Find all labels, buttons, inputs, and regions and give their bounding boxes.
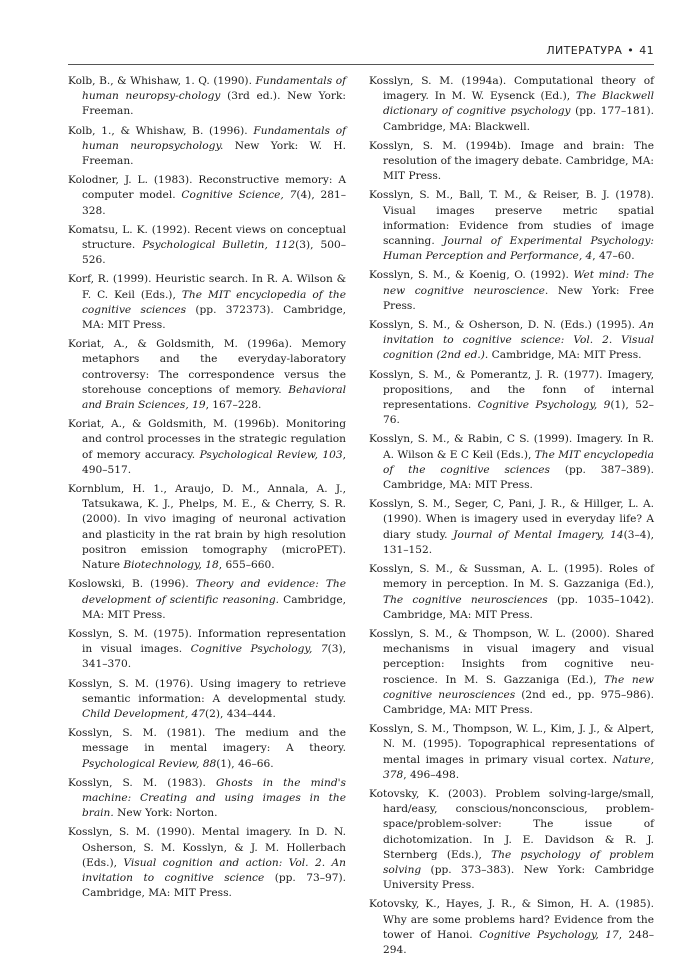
reference-details: (3rd ed.). New York: Freeman. (82, 90, 346, 118)
reference-text: Kornblum, H. 1., Araujo, D. M., Annala, A. J., Tatsukawa, K. J., Phelps, M. E., & Cherry, S. R. (2000). In vivo imaging of neuronal activation and plasticity in the rat brain by high resolution positron emission tomography (microPET). Nature (68, 483, 346, 572)
reference-details: , 248–294. (383, 928, 655, 956)
reference-entry (369, 188, 654, 264)
reference-text: Kosslyn, S. M., Thompson, W. L., Kim, J. J., & Alpert, N. M. (1995). Topographical representations of mental images in primary visual cortex. (369, 723, 654, 766)
reference-entry (369, 562, 654, 623)
references-left-column (68, 74, 346, 905)
reference-details: Cambridge, MA: MIT Press. (488, 349, 642, 362)
reference-entry (369, 627, 654, 718)
reference-title: Behavioral and Brain Sciences, 19 (82, 383, 346, 412)
reference-title: Journal of Mental Imagery, 14 (453, 528, 624, 541)
reference-title: The psychology of problem solving (383, 848, 654, 876)
reference-entry (68, 272, 346, 333)
reference-title: The MIT encyclopedia of the cognitive sciences (82, 288, 347, 316)
page-number: 41 (639, 44, 654, 57)
reference-text: Kosslyn, S. M. (1994b). Image and brain: The resolution of the imagery debate. Cambridge, MA: MIT Press. (369, 139, 654, 183)
reference-details: (2nd ed., pp. 975–986). Cambridge, MA: MIT Press. (383, 688, 654, 716)
reference-title: Ghosts in the mind's machine: Creating and using images in the brain. (82, 776, 346, 820)
reference-entry (369, 897, 654, 958)
reference-entry (68, 825, 346, 901)
reference-entry (369, 432, 654, 493)
reference-text: Kolodner, J. L. (1983). Reconstructive memory: A computer model. (68, 174, 346, 202)
header-separator: • (627, 44, 635, 57)
reference-details: (3), 500–526. (82, 239, 346, 267)
reference-details: (pp. 177–181). Cambridge, MA: Blackwell. (383, 105, 654, 133)
reference-entry (68, 173, 346, 219)
reference-entry (68, 223, 346, 269)
reference-details: Cambridge, MA: MIT Press. (82, 593, 346, 621)
reference-text: Kosslyn, S. M., Seger, C, Pani, J. R., & Hillger, L. A. (1990). When is imagery used in everyday life? A diary study. (369, 498, 654, 541)
reference-title: Biotechnology, 18 (123, 559, 219, 572)
reference-title: Cognitive Psychology, 17 (479, 928, 619, 941)
reference-entry (369, 787, 654, 893)
reference-title: Visual cognition and action: Vol. 2. An invitation to cognitive science (82, 856, 346, 884)
reference-entry (68, 577, 346, 623)
reference-text: Koslowski, B. (1996). (68, 578, 196, 591)
reference-entry (369, 268, 654, 314)
reference-text: Kosslyn, S. M. (1981). The medium and the message in mental imagery: A theory. (68, 727, 346, 755)
running-header (68, 44, 654, 65)
reference-entry (68, 124, 346, 170)
reference-entry (68, 726, 346, 772)
reference-details: (pp. 387–389). Cambridge, MA: MIT Press. (383, 463, 654, 492)
reference-details: , 167–228. (205, 399, 262, 412)
reference-title: Cognitive Psychology, 9 (477, 399, 611, 412)
reference-entry (68, 776, 346, 822)
reference-entry (369, 139, 654, 185)
reference-title: Fundamentals of human neuropsychology. (82, 124, 346, 152)
reference-title: Psychological Review, 88 (82, 757, 217, 770)
reference-details: (3), 341–370. (82, 643, 346, 671)
reference-title: Psychological Bulletin, 112 (142, 239, 296, 252)
section-title: ЛИТЕРАТУРА (546, 44, 623, 57)
reference-title: Journal of Experimental Psychology: Human Perception and Performance, 4 (383, 235, 654, 263)
reference-text: Kolb, 1., & Whishaw, B. (1996). (68, 124, 254, 137)
reference-entry (68, 337, 346, 413)
reference-text: Korf, R. (1999). Heuristic search. In R. A. Wilson & F. C. Keil (Eds.), (68, 273, 346, 301)
reference-title: The new cognitive neurosciences (383, 673, 655, 701)
reference-text: Kosslyn, S. M., & Rabin, C S. (1999). Imagery. In R. A. Wilson & E C Keil (Eds.), (369, 433, 654, 461)
reference-details: (pp. 373–383). New York: Cambridge University Press. (383, 863, 654, 892)
reference-title: Cognitive Psychology, 7 (190, 643, 328, 656)
reference-entry (369, 497, 654, 558)
reference-title: The Blackwell dictionary of cognitive psychology (383, 90, 654, 118)
reference-details: (4), 281–328. (82, 189, 346, 217)
reference-details: , 47–60. (592, 250, 635, 263)
reference-entry (369, 74, 654, 135)
reference-details: , 490–517. (82, 448, 346, 476)
reference-details: New York: Free Press. (383, 284, 655, 312)
reference-title: Nature, 378 (383, 753, 654, 781)
reference-title: An invitation to cognitive science: Vol. 2. Visual cognition (2nd ed.). (383, 319, 654, 362)
reference-entry (68, 417, 346, 478)
reference-text: Koriat, A., & Goldsmith, M. (1996b). Monitoring and control processes in the strategic regulation of memory accuracy. (68, 418, 346, 461)
reference-text: Kosslyn, S. M., & Thompson, W. L. (2000). Shared mechanisms in visual imagery and visual perception: Insights from cognitive neu-roscience. In M. S. Gazzaniga (Ed.), (369, 627, 654, 686)
reference-entry (68, 482, 346, 573)
reference-text: Kosslyn, S. M., Ball, T. M., & Reiser, B. J. (1978). Visual images preserve metric spatial information: Evidence from studies of image scanning. (369, 189, 654, 248)
reference-details: (pp. 73–97). Cambridge, MA: MIT Press. (82, 871, 346, 900)
reference-title: Child Development, 47 (82, 707, 206, 720)
reference-text: Kosslyn, S. M. (1975). Information representation in visual images. (68, 627, 346, 656)
reference-entry (68, 74, 346, 120)
reference-text: Kosslyn, S. M., & Sussman, A. L. (1995). Roles of memory in perception. In M. S. Gazzaniga (Ed.), (369, 563, 654, 591)
references-right-column (369, 74, 654, 962)
reference-title: Theory and evidence: The development of scientific reasoning. (82, 578, 346, 606)
reference-entry (68, 677, 346, 723)
reference-details: , 496–498. (403, 768, 460, 781)
reference-details: (pp. 372373). Cambridge, MA: MIT Press. (82, 303, 346, 332)
reference-title: Wet mind: The new cognitive neuroscience. (383, 269, 654, 297)
reference-details: , 655–660. (218, 559, 275, 572)
reference-entry (369, 722, 654, 783)
reference-text: Koriat, A., & Goldsmith, M. (1996a). Memory metaphors and the everyday-laboratory controversy: The correspondence versus the storehouse conceptions of memory. (68, 338, 346, 396)
reference-entry (68, 627, 346, 673)
reference-text: Kosslyn, S. M., & Koenig, O. (1992). (369, 269, 574, 282)
reference-text: Kosslyn, S. M. (1994a). Computational theory of imagery. In M. W. Eysenck (Ed.), (369, 75, 654, 103)
reference-details: (2), 434–444. (205, 707, 276, 720)
reference-entry (369, 368, 654, 429)
reference-text: Komatsu, L. K. (1992). Recent views on conceptual structure. (68, 223, 346, 252)
reference-details: (1), 52–76. (383, 399, 654, 427)
reference-details: (1), 46–66. (216, 757, 274, 770)
reference-title: Fundamentals of human neuropsy-chology (82, 75, 346, 103)
reference-text: Kosslyn, S. M., & Pomerantz, J. R. (1977). Imagery, propositions, and the fonn of internal representations. (369, 368, 654, 412)
reference-details: New York: Norton. (113, 807, 218, 820)
reference-text: Kosslyn, S. M. (1990). Mental imagery. In D. N. Osherson, S. M. Kosslyn, & J. M. Hollerbach (Eds.), (68, 826, 346, 869)
reference-title: The cognitive neurosciences (383, 593, 548, 606)
reference-title: Psychological Review, 103 (199, 448, 343, 461)
reference-text: Kotovsky, K., Hayes, J. R., & Simon, H. A. (1985). Why are some problems hard? Evidence from the tower of Hanoi. (369, 898, 654, 941)
reference-entry (369, 318, 654, 364)
reference-text: Kosslyn, S. M. (1983). (68, 776, 216, 789)
reference-text: Kosslyn, S. M., & Osherson, D. N. (Eds.) (1995). (369, 319, 640, 332)
reference-title: The MIT encyclopedia of the cognitive sciences (383, 448, 654, 476)
reference-text: Kotovsky, K. (2003). Problem solving-large/small, hard/easy, conscious/nonconscious, problem-space/problem-solver: The issue of dichotomization. In J. E. Davidson & R. J. Sternberg (Eds.), (369, 787, 654, 861)
reference-text: Kolb, B., & Whishaw, 1. Q. (1990). (68, 75, 256, 87)
reference-details: New York: W. H. Freeman. (82, 139, 346, 168)
reference-details: (pp. 1035–1042). Cambridge, MA: MIT Press. (383, 593, 654, 621)
reference-text: Kosslyn, S. M. (1976). Using imagery to retrieve semantic information: A developmental study. (68, 677, 346, 705)
reference-title: Cognitive Science, 7 (181, 189, 297, 202)
reference-details: (3–4), 131–152. (383, 528, 655, 556)
